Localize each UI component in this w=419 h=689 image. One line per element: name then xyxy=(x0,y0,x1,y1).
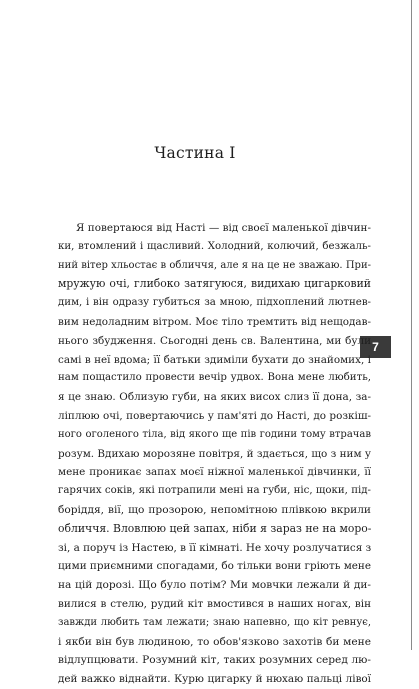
text-line: відлупцювати. Розумний кіт, таких розумних серед лю- xyxy=(58,654,371,667)
page-number: 7 xyxy=(372,340,379,354)
text-line: розум. Вдихаю морозяне повітря, й здається, що з ним у xyxy=(58,447,371,460)
text-line: обличчя. Вловлюю цей запах, ніби я зараз не на моро- xyxy=(58,521,372,535)
text-line: нього збудження. Сьогодні день св. Валентина, ми були xyxy=(58,334,371,347)
text-line: Я повертаюся від Насті — від своєї маленької дівчин- xyxy=(76,222,371,234)
text-line: нам пощастило провести вечір удвох. Вона мене любить, xyxy=(58,372,371,384)
text-line: вилися в стелю, рудий кіт вмостився в наших ногах, він xyxy=(58,597,371,610)
text-line: завжди любить там лежати; знаю напевно, що кіт ревнує, xyxy=(58,616,371,628)
text-line: на цій дорозі. Що було потім? Ми мовчки лежали й ди- xyxy=(58,579,371,592)
page-edge-rule xyxy=(411,0,412,650)
text-line: дей важко віднайти. Курю цигарку й нюхаю пальці лівої xyxy=(58,673,371,686)
text-line: гарячих соків, які потрапили мені на губи, ніс, щоки, під- xyxy=(58,485,371,497)
text-line: дим, і він одразу губиться за мною, підхоплений лютнев- xyxy=(58,297,371,309)
text-line: ного оголеного тіла, від якого ще пів години тому втрачав xyxy=(58,428,371,440)
text-line: і якби він був людиною, то обов'язково захотів би мене xyxy=(58,635,371,648)
text-line: боріддя, вії, що прозорою, непомітною плівкою вкрили xyxy=(58,503,371,516)
text-line: вим недоладним вітром. Моє тіло тремтить від нещодав- xyxy=(58,315,371,328)
text-line: мене проникає запах моєї ніжної маленької дівчинки, її xyxy=(58,466,371,479)
chapter-title: Частина I xyxy=(154,144,236,162)
body-paragraph xyxy=(58,219,371,689)
text-line: ліплюю очі, повертаючись у пам'яті до Насті, до розкіш- xyxy=(58,409,371,422)
text-line: я це знаю. Облизую губи, на яких висох слиз її дона, за- xyxy=(58,391,371,404)
text-line: самі в неї вдома; її батьки здиміли бухати до знайомих, і xyxy=(58,353,371,366)
text-line: цими приємними спогадами, бо тільки вони гріють мене xyxy=(58,560,371,573)
text-line: зі, а поруч із Настею, в її кімнаті. Не хочу розлучатися з xyxy=(58,541,372,554)
text-line: мружую очі, глибоко затягуюся, видихаю цигарковий xyxy=(58,277,371,291)
text-line: ки, втомлений і щасливий. Холодний, колючий, безжаль- xyxy=(58,240,371,252)
text-line: ний вітер хльостає в обличчя, але я на це не зважаю. При- xyxy=(58,259,371,271)
